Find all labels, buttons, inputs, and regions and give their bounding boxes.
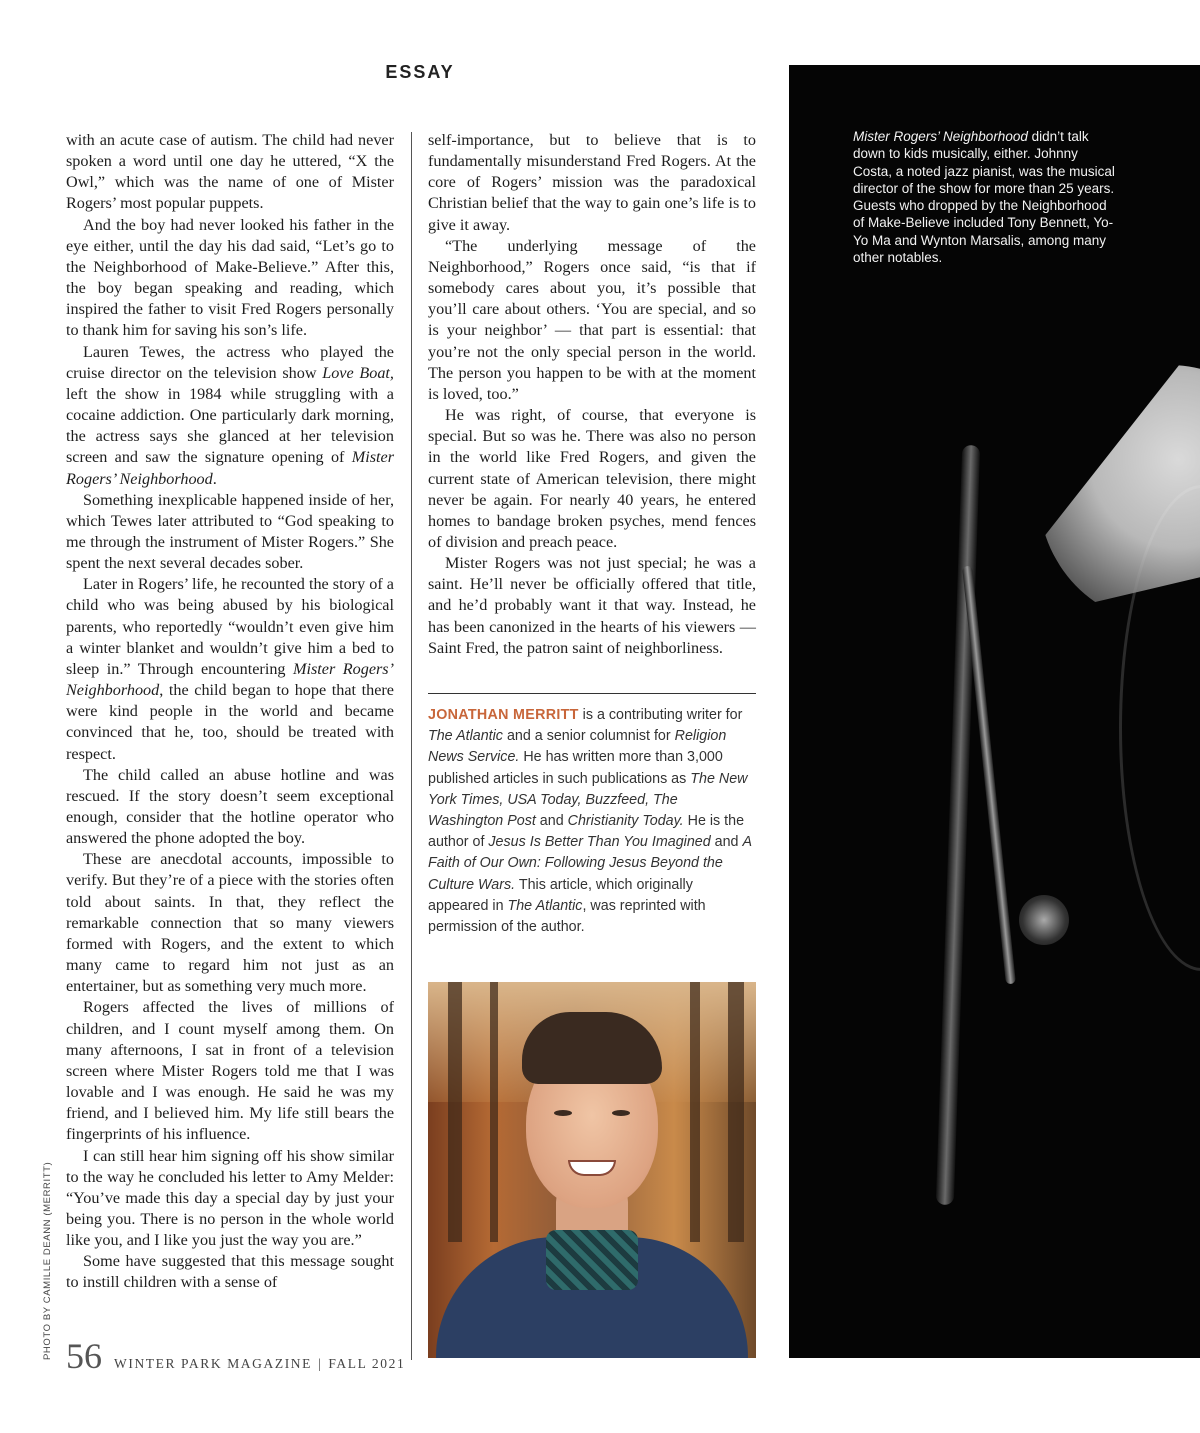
paragraph: with an acute case of autism. The child had never spoken a word until one day he uttered, “X the Owl,” which was the name of one of Mister Rogers’ most popular puppets. xyxy=(66,131,394,213)
author-headshot-photo xyxy=(428,982,756,1358)
bio-divider xyxy=(428,693,756,694)
paragraph: Lauren Tewes, the actress who played the cruise director on the television show Love Boat, left the show in 1984 while struggling with a cocaine addiction. One particularly dark morning, the actress says she glanced at her television screen and saw the signature opening of Mister Rogers’ Neighborhood. xyxy=(66,342,394,488)
article-column-1 xyxy=(66,130,394,1294)
photo-credit: PHOTO BY CAMILLE DEANN (MERRITT) xyxy=(42,1161,53,1360)
photo-caption: Mister Rogers’ Neighborhood didn’t talk down to kids musically, either. Johnny Costa, a noted jazz pianist, was the musical director of the show for more than 25 years. Guests who dropped by the Neighborhood of Make-Believe included Tony Bennett, Yo-Yo Ma and Wynton Marsalis, among many other notables. xyxy=(853,129,1115,266)
paragraph: These are anecdotal accounts, impossible to verify. But they’re of a piece with the stories often told about saints. In that, they reflect the remarkable connection that so many viewers formed with Rogers, and the extent to which many came to regard him not just as an entertainer, but as something very much more. xyxy=(66,850,394,996)
paragraph: Mister Rogers was not just special; he was a saint. He’ll never be officially offered that title, and he’d probably want it that way. Instead, he has been canonized in the hearts of his viewers — Saint Fred, the patron saint of neighborliness. xyxy=(428,554,756,657)
author-name: JONATHAN MERRITT xyxy=(428,707,579,723)
column-divider xyxy=(411,132,412,1360)
page-number: 56 xyxy=(66,1336,102,1376)
author-bio: JONATHAN MERRITT is a contributing writer for The Atlantic and a senior columnist for Religion News Service. He has written more than 3,000 published articles in such publications as The New York Times, USA Today, Buzzfeed, The Washington Post and Christianity Today. He is the author of Jesus Is Better Than You Imagined and A Faith of Our Own: Following Jesus Beyond the Culture Wars. This article, which originally appeared in The Atlantic, was reprinted with permission of the author. xyxy=(428,707,752,936)
paragraph: self-importance, but to believe that is to fundamentally misunderstand Fred Rogers. At the core of Rogers’ mission was the paradoxical Christian belief that the way to gain one’s life is to give it away. xyxy=(428,131,756,234)
paragraph: I can still hear him signing off his show similar to the way he concluded his letter to Amy Melder: “You’ve made this day a special day by just your being you. There is no person in the whole world like you, and I like you just the way you are.” xyxy=(66,1146,394,1250)
article-column-2 xyxy=(428,130,756,659)
paragraph: Something inexplicable happened inside of her, which Tewes later attributed to “God speaking to me through the instrument of Mister Rogers.” She spent the next several decades sober. xyxy=(66,490,394,573)
paragraph: Later in Rogers’ life, he recounted the story of a child who was being abused by his biological parents, who reportedly “wouldn’t even give him a winter blanket and wouldn’t give him a bed to sleep in.” Through encountering Mister Rogers’ Neighborhood, the child began to hope that there were kind people in the world and became convinced that he, too, should be treated with respect. xyxy=(66,575,395,763)
paragraph: “The underlying message of the Neighborhood,” Rogers once said, “is that if somebody cares about you, it’s possible that you’ll care about others. ‘You are special, and so is your neighbor’ — that part is essential: that you’re not the only special person in the world. The person you happen to be with at the moment is loved, too.” xyxy=(428,236,756,403)
paragraph: Rogers affected the lives of millions of children, and I count myself among them. On many afternoons, I sat in front of a television screen where Mister Rogers told me that I was lovable and I was enough. He said he was my friend, and I believed him. My life still bears the fingerprints of his influence. xyxy=(66,998,394,1144)
section-label: ESSAY xyxy=(385,62,455,82)
page-footer xyxy=(66,1335,405,1375)
paragraph: Some have suggested that this message sought to instill children with a sense of xyxy=(66,1252,394,1292)
publication-info: WINTER PARK MAGAZINE | FALL 2021 xyxy=(114,1356,406,1371)
paragraph: And the boy had never looked his father in the eye either, until the day his dad said, “Let’s go to the Neighborhood of Make-Believe.” After this, the boy began speaking and reading, which inspired the father to visit Fred Rogers personally to thank him for saving his son’s life. xyxy=(66,215,394,340)
paragraph: The child called an abuse hotline and was rescued. If the story doesn’t seem exceptional enough, consider that the hotline operator who answered the phone adopted the boy. xyxy=(66,765,394,848)
paragraph: He was right, of course, that everyone is special. But so was he. There was also no person in the world like Fred Rogers, and given the current state of American television, there might never be again. For nearly 40 years, he entered homes to bandage broken psyches, mend fences of division and preach peace. xyxy=(428,406,756,551)
